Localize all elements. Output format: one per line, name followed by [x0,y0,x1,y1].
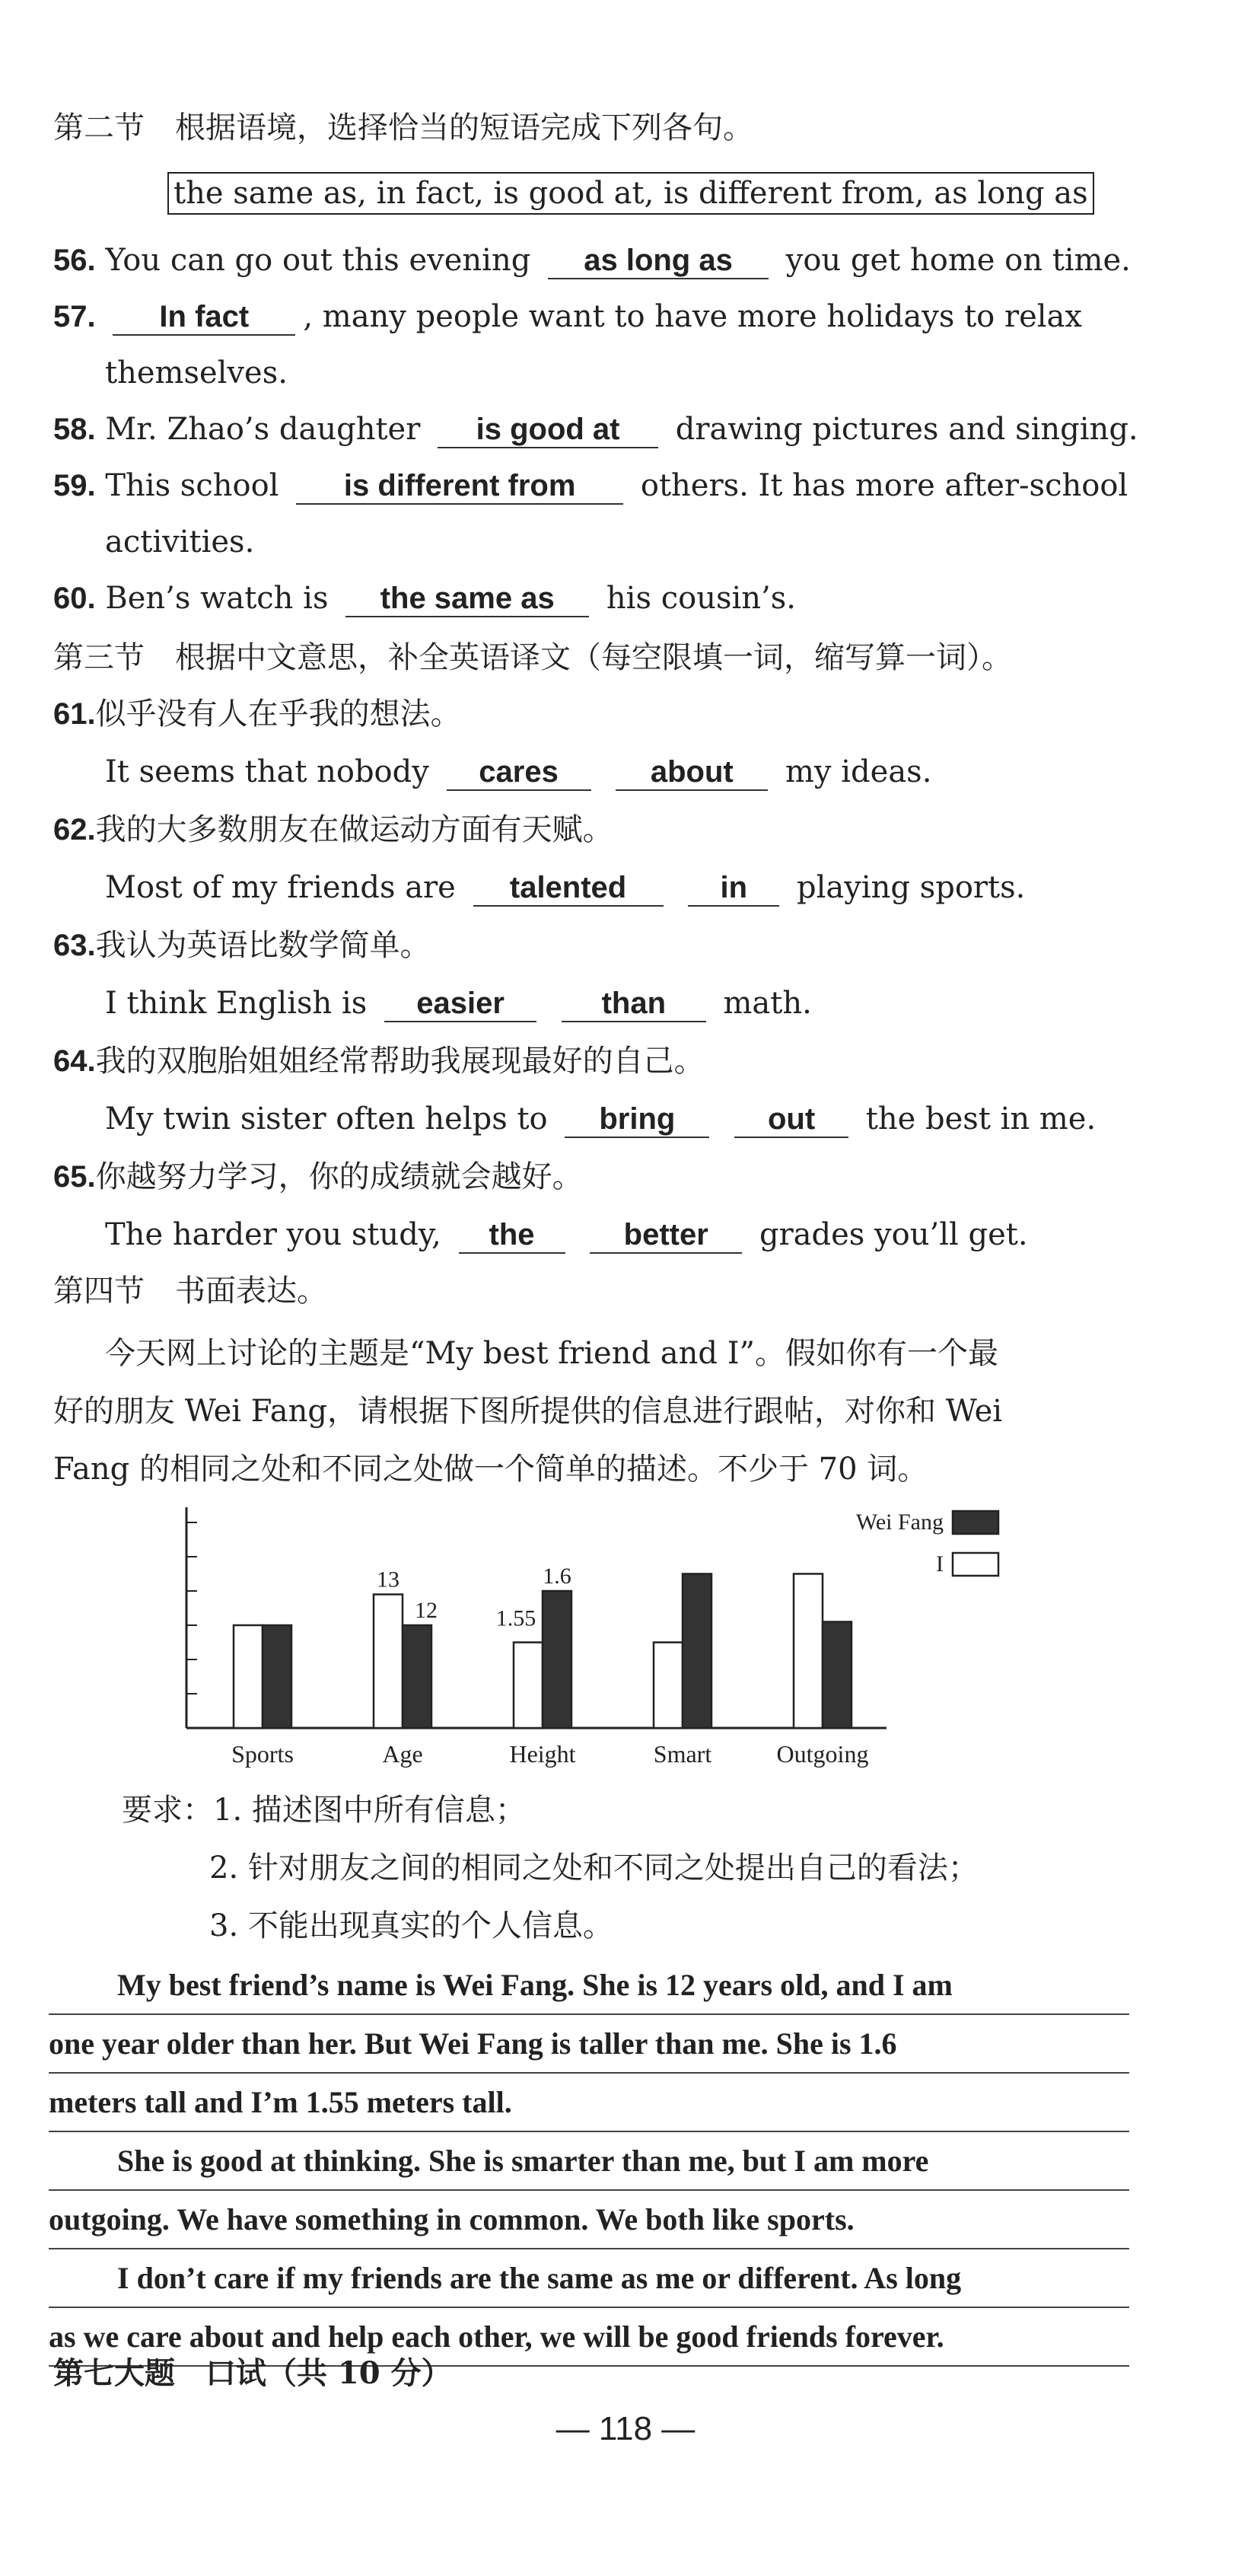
legend-label: I [936,1551,944,1577]
answer-blank: easier [384,986,536,1022]
bar-sports-i [234,1625,263,1728]
bar-outgoing-i [794,1574,823,1729]
answer-blank: cares [447,754,591,791]
answer-blank: than [562,986,706,1022]
bar-age-wei-fang [403,1625,431,1728]
essay-line: one year older than her. But Wei Fang is taller than me. She is 1.6 [49,2015,1129,2074]
answer-blank: in [688,870,779,907]
question-57-cont: themselves. [105,355,288,391]
data-label: 1.55 [495,1605,536,1631]
essay-line: as we care about and help each other, we will be good friends forever. [49,2308,1129,2367]
question-65-en: The harder you study, the better grades you’ll get. [105,1217,1028,1252]
question-62-en: Most of my friends are talented in playing sports. [105,870,1026,905]
bar-chart [152,1496,1027,1777]
bar-sports-wei-fang [263,1625,291,1728]
question-61-en: It seems that nobody cares about my ideas. [105,754,932,789]
question-63-en: I think English is easier than math. [105,986,812,1021]
bar-height-wei-fang [543,1591,571,1728]
question-61-cn: 61.似乎没有人在乎我的想法。 [53,697,461,732]
question-60: 60. Ben’s watch is the same as his cousin’s. [53,581,797,616]
legend-label: Wei Fang [855,1510,944,1535]
phrase-options: the same as, in fact, is good at, is different from, as long as [167,172,1094,215]
question-63-cn: 63.我认为英语比数学简单。 [53,928,431,963]
answer-blank: out [734,1101,848,1138]
prompt-line-1: 今天网上讨论的主题是“My best friend and I”。假如你有一个最 [105,1336,998,1371]
answer-blank: bring [565,1101,709,1138]
x-tick-label: Height [509,1740,576,1768]
data-label: 1.6 [543,1564,571,1589]
essay-line: outgoing. We have something in common. We both like sports. [49,2191,1129,2249]
x-tick-label: Age [382,1740,423,1768]
answer-blank: is different from [296,468,623,505]
requirements-3: 3. 不能出现真实的个人信息。 [209,1908,613,1943]
page-number: — 118 — [555,2410,696,2447]
x-tick-label: Outgoing [776,1740,869,1768]
essay-line: meters tall and I’m 1.55 meters tall. [49,2074,1129,2132]
question-57: 57. In fact , many people want to have more holidays to relax [53,299,1082,334]
requirements-2: 2. 针对朋友之间的相同之处和不同之处提出自己的看法； [209,1851,979,1886]
x-tick-label: Smart [653,1740,712,1768]
legend-swatch [953,1553,998,1576]
question-64-en: My twin sister often helps to bring out the best in me. [105,1101,1097,1137]
legend-swatch [953,1511,998,1534]
section3-title: 第三节 根据中文意思，补全英语译文（每空限填一词，缩写算一词）。 [53,640,1012,675]
bar-height-i [514,1643,543,1729]
data-label: 13 [377,1567,399,1592]
answer-blank: the [459,1217,565,1254]
section4-title: 第四节 书面表达。 [53,1274,327,1309]
section7-title: 第七大题 口试（共 10 分） [53,2355,452,2391]
bar-smart-i [654,1643,683,1729]
question-59: 59. This school is different from others. It has more after-school [53,468,1128,503]
answer-blank: about [616,754,768,791]
essay-line: I don’t care if my friends are the same as me or different. As long [49,2249,1129,2308]
options-box [167,172,1094,215]
question-56: 56. You can go out this evening as long as you get home on time. [53,243,1131,278]
essay-answer [49,1956,1129,2367]
x-tick-label: Sports [231,1740,294,1768]
question-59-cont: activities. [105,524,255,560]
question-58: 58. Mr. Zhao’s daughter is good at drawing pictures and singing. [53,412,1138,447]
section2-title: 第二节 根据语境，选择恰当的短语完成下列各句。 [53,110,753,145]
answer-blank: the same as [345,581,589,617]
requirements-1: 要求：1. 描述图中所有信息； [122,1793,526,1828]
bar-age-i [374,1595,403,1729]
essay-line: My best friend’s name is Wei Fang. She is 12 years old, and I am [49,1956,1129,2015]
answer-blank: talented [473,870,664,907]
answer-blank: In fact [113,299,295,336]
answer-blank: as long as [548,243,769,279]
question-64-cn: 64.我的双胞胎姐姐经常帮助我展现最好的自己。 [53,1044,705,1079]
prompt-line-3: Fang 的相同之处和不同之处做一个简单的描述。不少于 70 词。 [53,1452,928,1487]
answer-blank: is good at [438,412,658,448]
bar-smart-wei-fang [683,1574,711,1729]
answer-blank: better [590,1217,742,1254]
data-label: 12 [415,1598,438,1623]
question-62-cn: 62.我的大多数朋友在做运动方面有天赋。 [53,812,613,847]
bar-outgoing-wei-fang [823,1622,852,1729]
prompt-line-2: 好的朋友 Wei Fang，请根据下图所提供的信息进行跟帖，对你和 Wei [53,1394,1003,1429]
question-65-cn: 65.你越努力学习，你的成绩就会越好。 [53,1159,583,1194]
essay-line: She is good at thinking. She is smarter than me, but I am more [49,2132,1129,2191]
